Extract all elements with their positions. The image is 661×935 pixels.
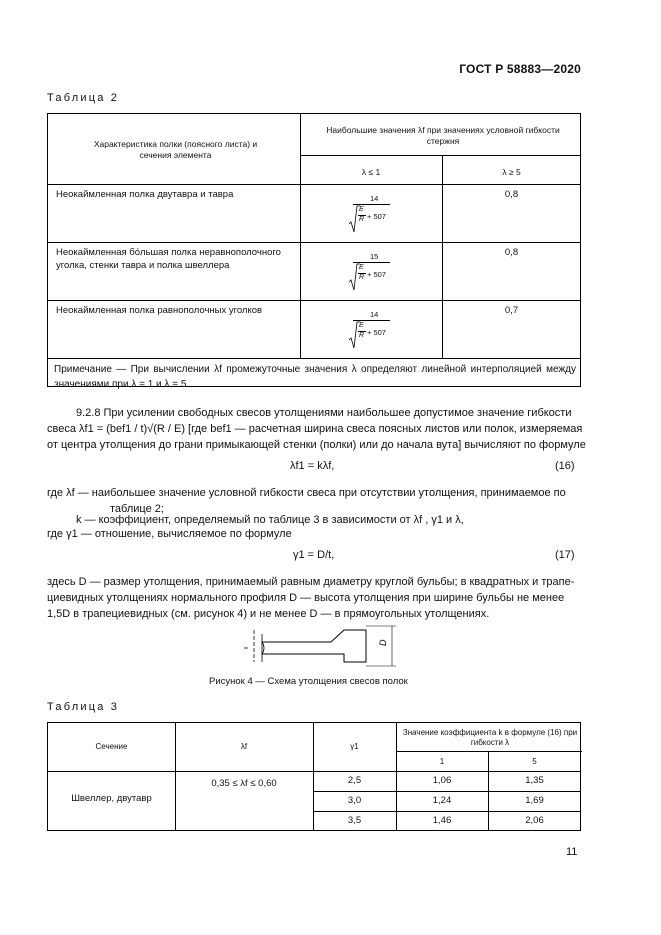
table2-row1-formula: 14 E R + 507 bbox=[348, 194, 428, 234]
document-header: ГОСТ Р 58883—2020 bbox=[459, 62, 581, 76]
table3-section: Швеллер, двутавр bbox=[71, 793, 152, 804]
table2 bbox=[47, 113, 581, 387]
table2-col23-header: Наибольшие значения λf при значениях условной гибкости стержня bbox=[326, 125, 560, 146]
figure-label-d: D bbox=[378, 639, 388, 646]
formula-17-number: (17) bbox=[555, 549, 575, 561]
table2-note: Примечание — При вычислении λf промежуточные значения λ определяют линейной интерполяцией между значениями при λ = 1 и λ = 5. bbox=[54, 364, 576, 390]
where-k: k — коэффициент, определяемый по таблице 3 в зависимости от λf , γ1 и λ, bbox=[76, 514, 464, 526]
paragraph-d-line1: здесь D — размер утолщения, принимаемый равным диаметру круглой бульбы; в квадратных и трапе- bbox=[47, 576, 575, 588]
table3-range: 0,35 ≤ λf ≤ 0,60 bbox=[211, 778, 277, 789]
table3-header-section: Сечение bbox=[95, 742, 128, 751]
paragraph-d-line3: 1,5D в трапециевидных (см. рисунок 4) и не менее D — в прямоугольных утолщениях. bbox=[47, 608, 490, 620]
paragraph-d-line2: циевидных утолщениях нормального профиля D — высота утолщения при ширине бульбы не менее bbox=[47, 592, 565, 604]
table2-row3-label: Неокаймленная полка равнополочных уголков bbox=[56, 305, 263, 316]
formula-16-number: (16) bbox=[555, 460, 575, 472]
table3-header-5: 5 bbox=[532, 757, 537, 766]
table3-caption: Таблица 3 bbox=[47, 701, 120, 713]
formula-17: γ1 = D/t, bbox=[293, 549, 335, 561]
table3-row1-gamma: 2,5 bbox=[347, 775, 362, 786]
table2-row2-formula: 15 E R + 507 bbox=[348, 252, 428, 292]
table2-col3-sub: λ ≥ 5 bbox=[502, 167, 521, 177]
table3-row1-k1: 1,06 bbox=[432, 775, 452, 786]
figure-4-caption: Рисунок 4 — Схема утолщения свесов полок bbox=[209, 676, 408, 687]
table3-row2-k5: 1,69 bbox=[525, 795, 544, 806]
table3-header-gamma: γ1 bbox=[350, 742, 359, 751]
where-lambda-f-line2: таблице 2; bbox=[110, 503, 164, 515]
table3-row3-k5: 2,06 bbox=[525, 815, 544, 826]
table2-row2-value: 0,8 bbox=[504, 247, 519, 258]
where-gamma: где γ1 — отношение, вычисляемое по формуле bbox=[47, 528, 292, 540]
formula-16: λf1 = kλf, bbox=[290, 460, 335, 472]
table2-row3-value: 0,7 bbox=[504, 305, 519, 316]
paragraph-9-2-8-line3: от центра утолщения до грани примыкающей стенки (полки) или до начала вута] вычисляют по формуле bbox=[47, 439, 586, 451]
table3-row2-k1: 1,24 bbox=[432, 795, 452, 806]
figure-4-diagram bbox=[236, 622, 406, 668]
table3 bbox=[47, 722, 581, 831]
table3-header-coefficient: Значение коэффициента k в формуле (16) при гибкости λ bbox=[402, 728, 578, 747]
table2-caption: Таблица 2 bbox=[47, 92, 120, 104]
table2-col1-header: Характеристика полки (поясного листа) и сечения элемента bbox=[93, 139, 258, 160]
page-number: 11 bbox=[566, 846, 578, 858]
table3-header-lambda: λf bbox=[240, 742, 248, 751]
table2-row1-label: Неокаймленная полка двутавра и тавра bbox=[56, 189, 234, 200]
table2-row2-label: Неокаймленная бо́льшая полка неравнополочного уголка, стенки тавра и полка швеллера bbox=[56, 247, 281, 271]
table3-header-1: 1 bbox=[439, 757, 445, 766]
paragraph-9-2-8-line2: свеса λf1 = (bef1 / t)√(R / E) [где bef1 — расчетная ширина свеса поясных листов или полок, измеряемая bbox=[47, 423, 583, 435]
table3-row1-k5: 1,35 bbox=[525, 775, 544, 786]
table2-row1-value: 0,8 bbox=[504, 189, 519, 200]
paragraph-9-2-8-line1: 9.2.8 При усилении свободных свесов утолщениями наибольшее допустимое значение гибкости bbox=[76, 407, 572, 419]
table2-col2-sub: λ ≤ 1 bbox=[361, 167, 381, 177]
where-lambda-f-line1: где λf — наибольшее значение условной гибкости свеса при отсутствии утолщения, принимаемое по bbox=[47, 487, 566, 499]
table2-row3-formula: 14 E R + 507 bbox=[348, 310, 428, 350]
table3-row2-gamma: 3,0 bbox=[347, 795, 362, 806]
table3-row3-k1: 1,46 bbox=[432, 815, 452, 826]
table3-row3-gamma: 3,5 bbox=[347, 815, 362, 826]
